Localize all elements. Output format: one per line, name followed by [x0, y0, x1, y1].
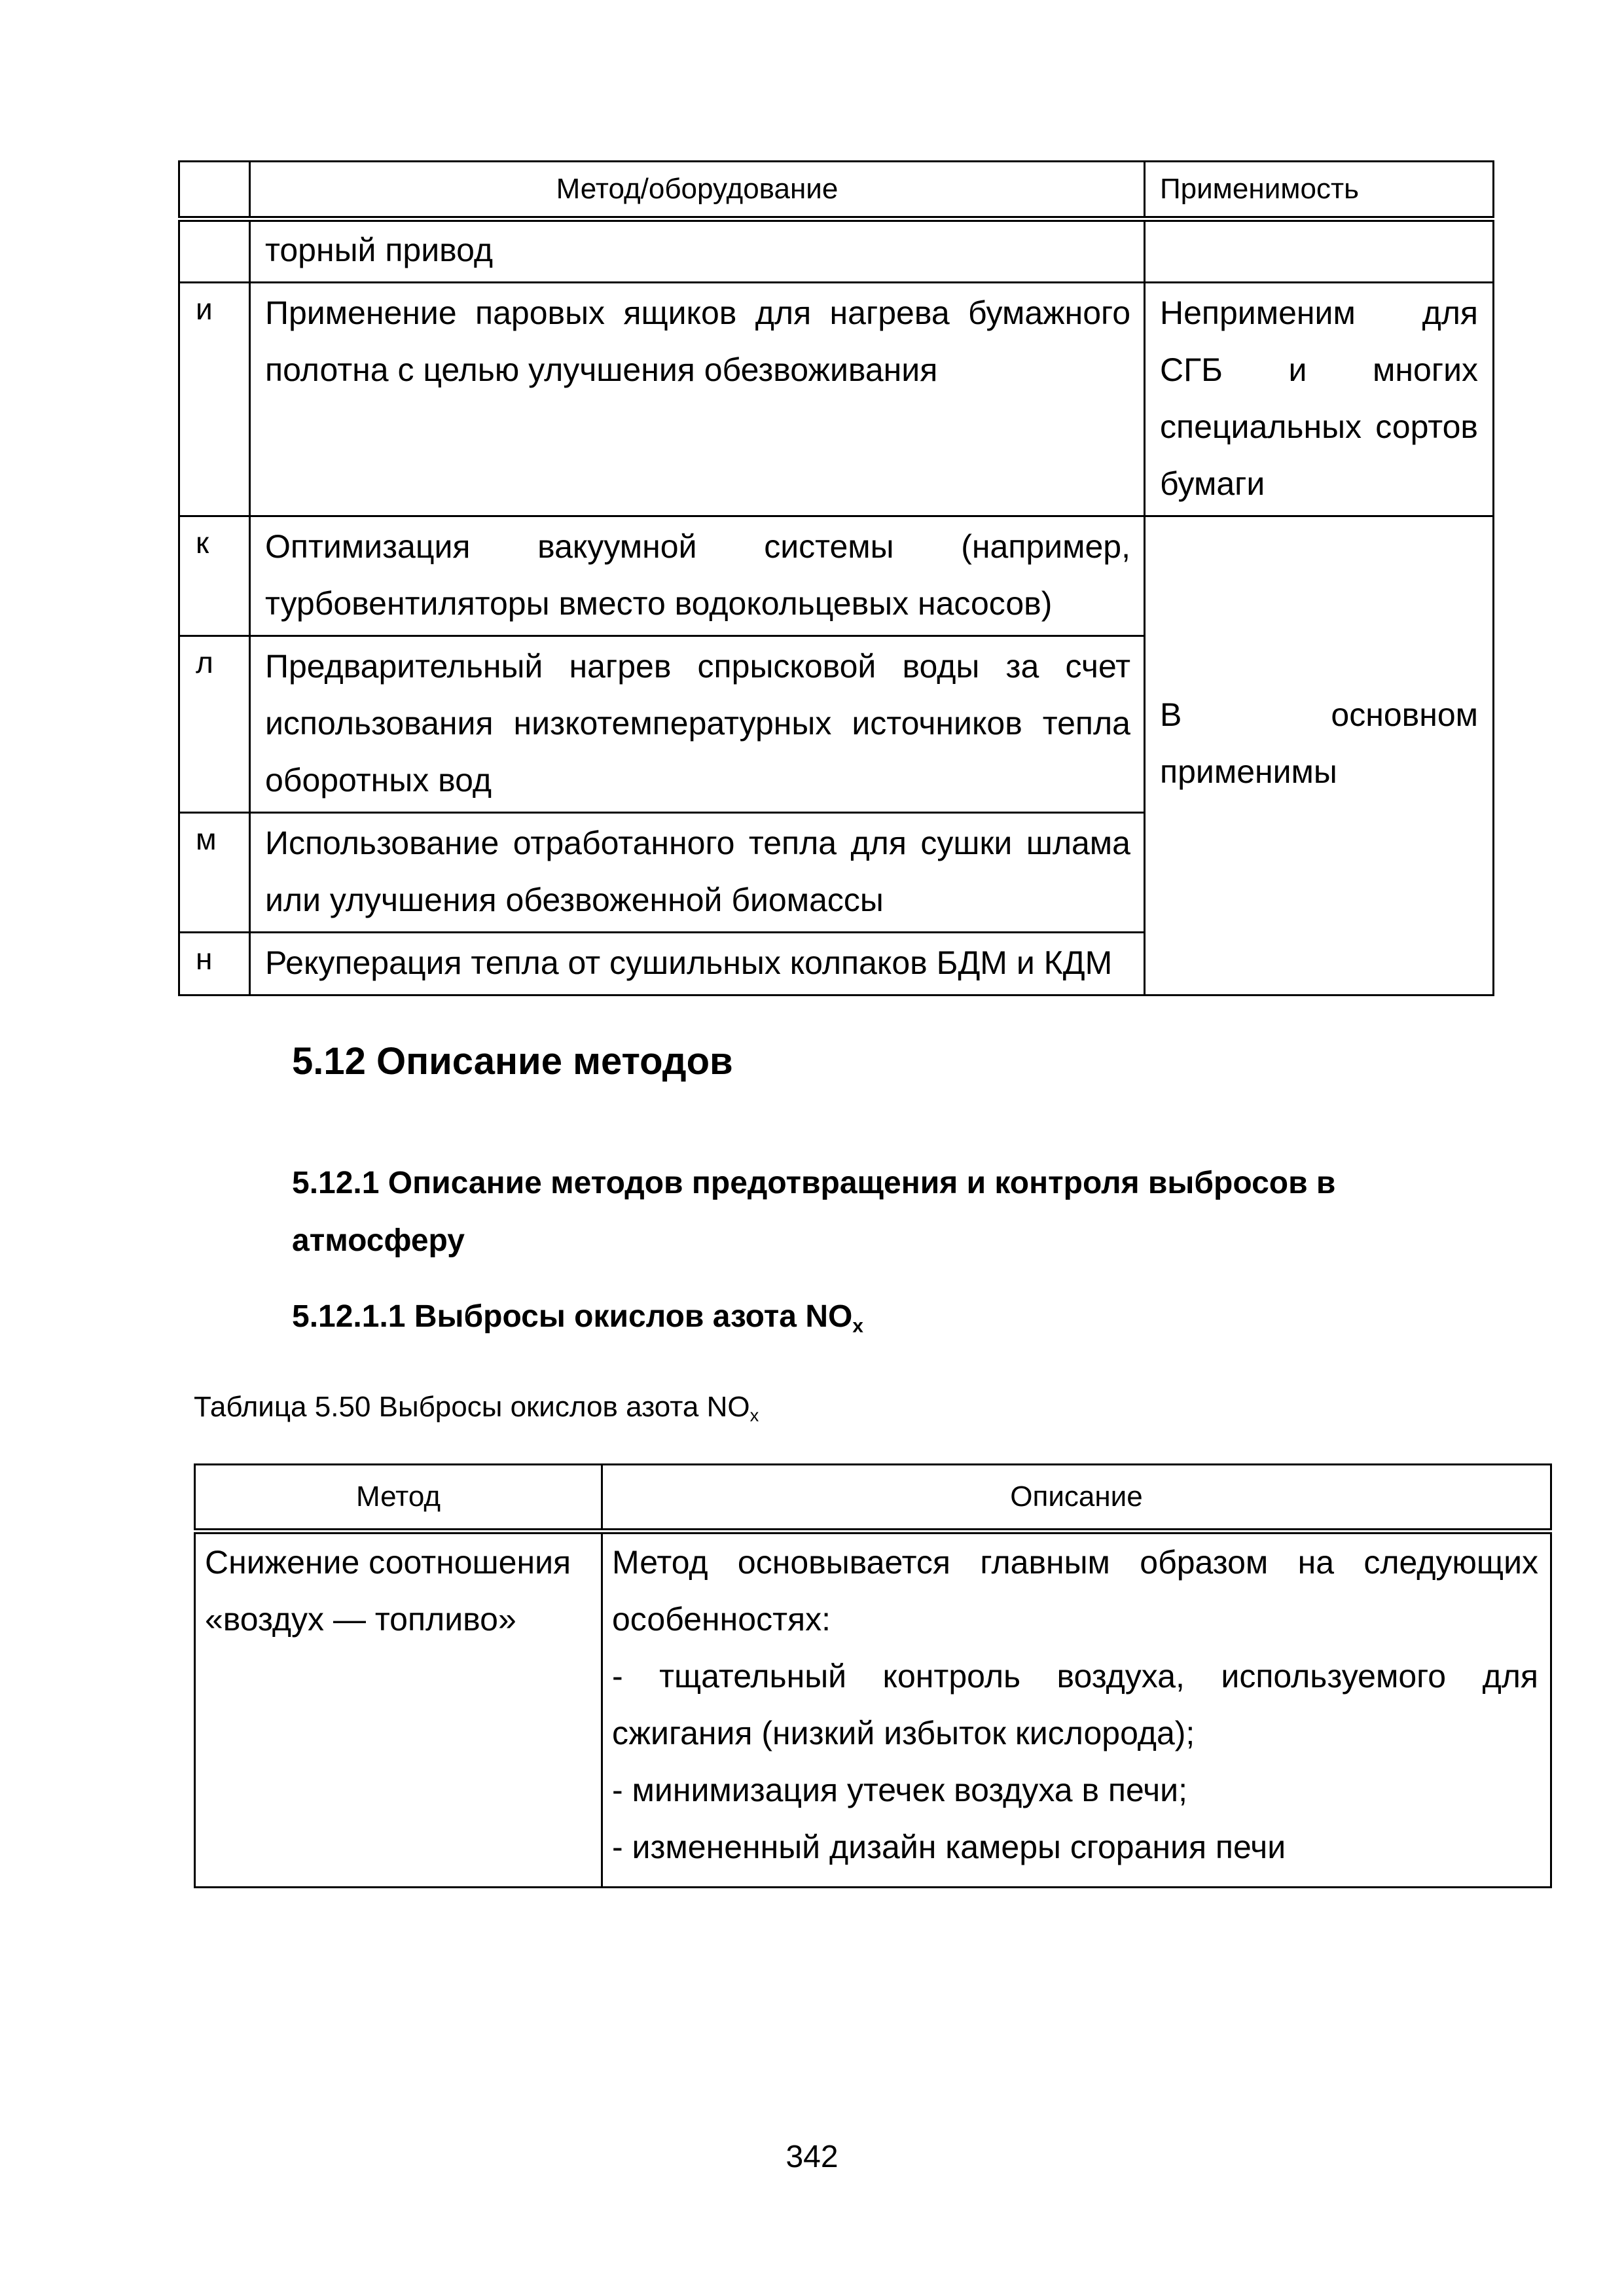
- description-intro: Метод основывается главным образом на следующих особенностях:: [612, 1544, 1538, 1638]
- header-cell-method: Метод/оборудование: [250, 162, 1145, 219]
- letter-cell: л: [179, 636, 250, 813]
- nox-table: [194, 1463, 1552, 1888]
- table-row: [179, 516, 1494, 636]
- methods-table: [178, 160, 1494, 996]
- method-cell: Рекуперация тепла от сушильных колпаков БДМ и КДМ: [250, 933, 1145, 996]
- letter-cell: и: [179, 283, 250, 516]
- letter-cell: м: [179, 813, 250, 933]
- header-cell-method: Метод: [195, 1465, 602, 1532]
- method-cell: Предварительный нагрев спрысковой воды за счет использования низкотемпературных источников тепла оборотных вод: [250, 636, 1145, 813]
- applicability-cell: В основном применимы: [1145, 516, 1494, 996]
- table-row: [179, 219, 1494, 283]
- method-cell: Снижение соотношения «воздух — топливо»: [195, 1532, 602, 1888]
- caption-text: Таблица 5.50 Выбросы окислов азота NO: [194, 1391, 750, 1423]
- description-cell: [602, 1532, 1551, 1888]
- applicability-cell: Неприменим для СГБ и многих специальных сортов бумаги: [1145, 283, 1494, 516]
- heading-text: 5.12.1.1 Выбросы окислов азота NO: [292, 1299, 853, 1334]
- letter-cell: н: [179, 933, 250, 996]
- header-cell-letter: [179, 162, 250, 219]
- method-cell: Использование отработанного тепла для сушки шлама или улучшения обезвоженной биомассы: [250, 813, 1145, 933]
- description-item: - измененный дизайн камеры сгорания печи: [612, 1829, 1286, 1865]
- method-cell: торный привод: [250, 219, 1145, 283]
- description-item: - минимизация утечек воздуха в печи;: [612, 1772, 1188, 1808]
- heading-subscript: x: [852, 1315, 863, 1337]
- section-heading: 5.12 Описание методов: [292, 1040, 733, 1083]
- table-caption: [194, 1391, 759, 1426]
- table-header-row: [179, 162, 1494, 219]
- table-row: [195, 1532, 1551, 1888]
- description-item: - тщательный контроль воздуха, используемого для сжигания (низкий избыток кислорода);: [612, 1658, 1538, 1751]
- method-cell: Применение паровых ящиков для нагрева бумажного полотна с целью улучшения обезвоживания: [250, 283, 1145, 516]
- applicability-cell: [1145, 219, 1494, 283]
- table-header-row: [195, 1465, 1551, 1532]
- caption-subscript: x: [749, 1405, 759, 1426]
- letter-cell: [179, 219, 250, 283]
- letter-cell: к: [179, 516, 250, 636]
- subsubsection-heading: [292, 1299, 863, 1337]
- header-cell-applicability: Применимость: [1145, 162, 1494, 219]
- method-cell: Оптимизация вакуумной системы (например, турбовентиляторы вместо водокольцевых насосов): [250, 516, 1145, 636]
- header-cell-description: Описание: [602, 1465, 1551, 1532]
- subsection-heading: 5.12.1 Описание методов предотвращения и контроля выбросов в атмосферу: [292, 1166, 1336, 1258]
- page-number: 342: [785, 2140, 839, 2174]
- table-row: [179, 283, 1494, 516]
